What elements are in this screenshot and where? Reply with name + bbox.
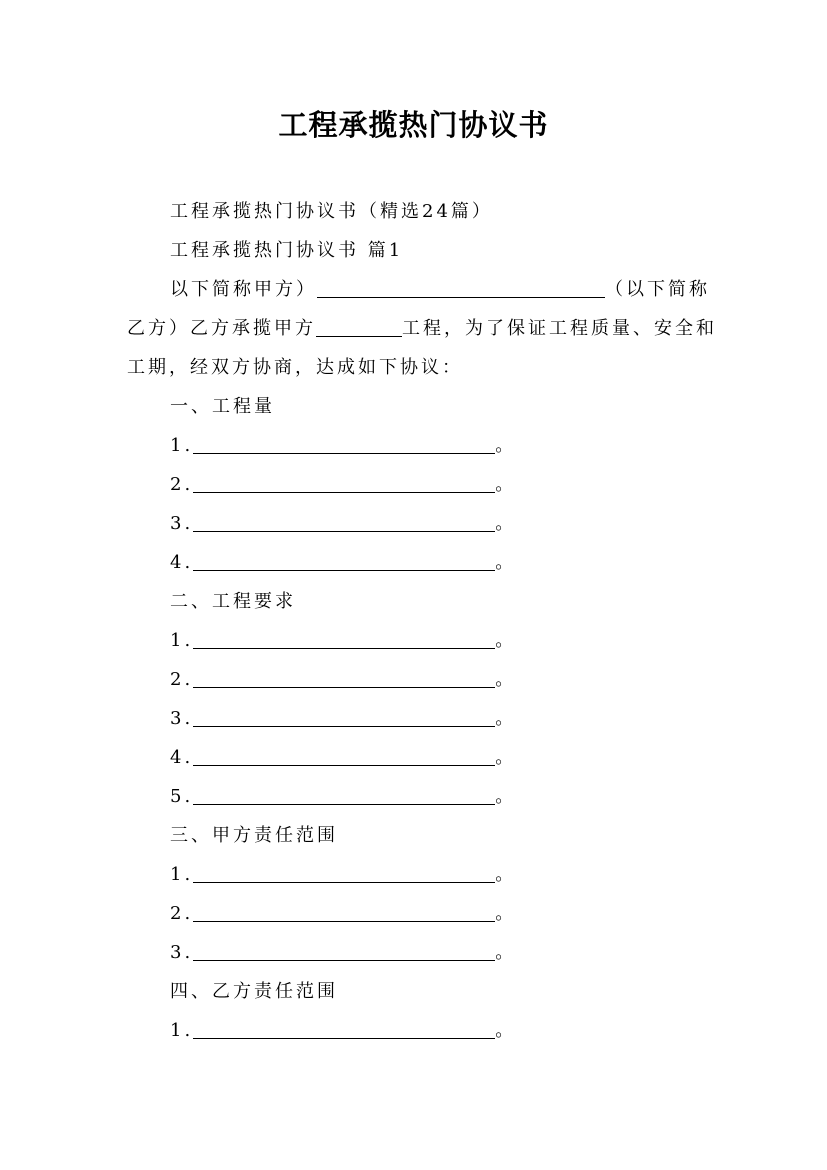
fill-blank (193, 903, 495, 922)
fill-blank (193, 747, 495, 766)
section-heading: 四、乙方责任范围 (170, 981, 338, 1002)
section-heading: 一、工程量 (170, 396, 275, 417)
intro-line: 工程承揽热门协议书（精选24篇） (170, 201, 493, 222)
fill-blank (193, 864, 495, 883)
list-item: 2. 。 (170, 669, 517, 690)
fill-blank (193, 513, 495, 532)
list-item: 1. 。 (170, 864, 517, 885)
list-item: 3. 。 (170, 513, 517, 534)
list-item: 3. 。 (170, 708, 517, 729)
list-item: 1. 。 (170, 630, 517, 651)
list-item: 5. 。 (170, 786, 517, 807)
fill-blank (193, 786, 495, 805)
party-a-blank (317, 279, 605, 298)
article-heading: 工程承揽热门协议书 篇1 (170, 240, 404, 261)
fill-blank (193, 669, 495, 688)
fill-blank (193, 708, 495, 727)
opening-part-2: （以下简称乙方）乙方承揽甲方 (127, 279, 710, 339)
document-title: 工程承揽热门协议书 (278, 108, 549, 142)
fill-blank (193, 1020, 495, 1039)
opening-paragraph (127, 270, 717, 387)
list-item: 1. 。 (170, 1020, 517, 1041)
list-item: 4. 。 (170, 747, 517, 768)
opening-part-3: 工程，为了保证工程质量、安全和工期，经双方协商，达成如下协议： (127, 318, 717, 378)
section-heading: 三、甲方责任范围 (170, 825, 338, 846)
opening-part-1: 以下简称甲方） (170, 279, 317, 300)
fill-blank (193, 630, 495, 649)
section-heading: 二、工程要求 (170, 591, 296, 612)
list-item: 2. 。 (170, 903, 517, 924)
fill-blank (193, 474, 495, 493)
fill-blank (193, 942, 495, 961)
list-item: 4. 。 (170, 552, 517, 573)
project-blank (316, 318, 402, 337)
fill-blank (193, 552, 495, 571)
list-item: 2. 。 (170, 474, 517, 495)
list-item: 1. 。 (170, 435, 517, 456)
fill-blank (193, 435, 495, 454)
list-item: 3. 。 (170, 942, 517, 963)
